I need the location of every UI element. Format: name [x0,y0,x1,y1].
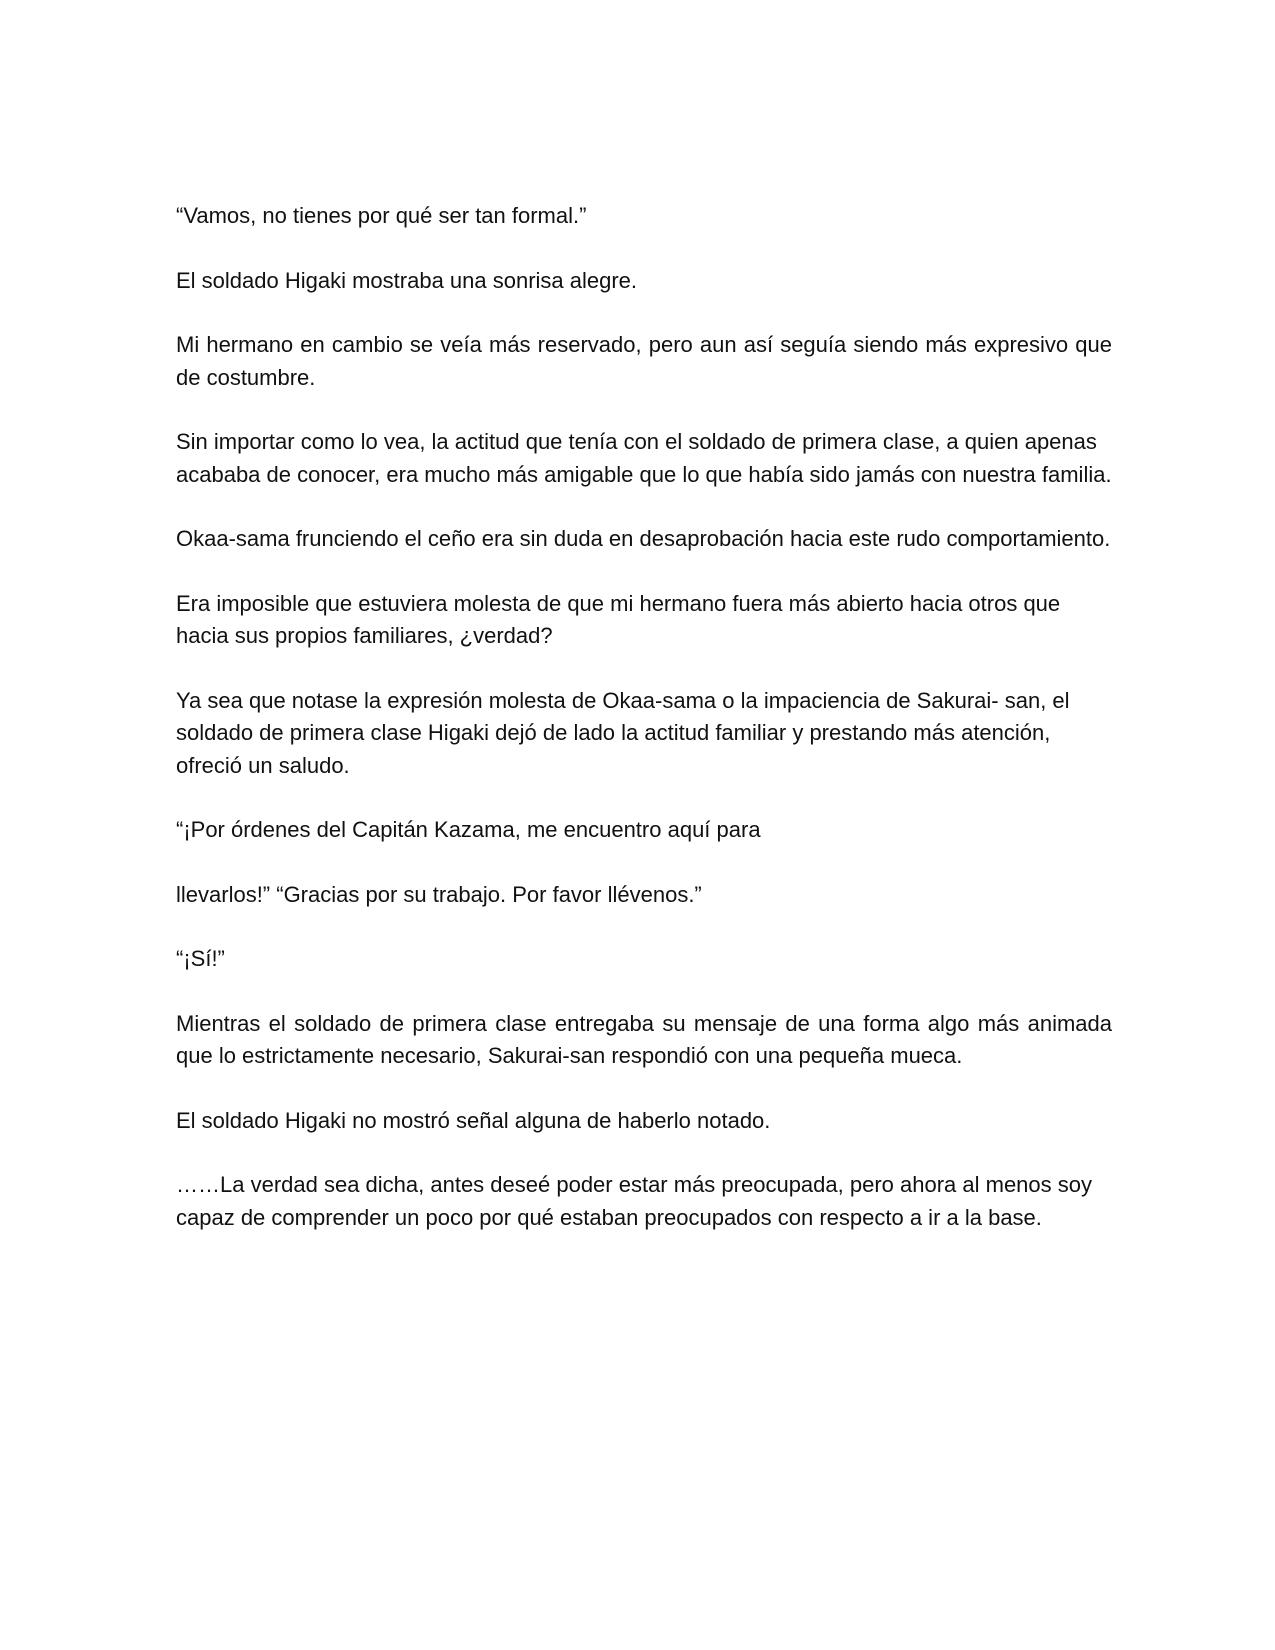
paragraph: Okaa-sama frunciendo el ceño era sin duda en desaprobación hacia este rudo comportamiento. [176,526,1111,551]
paragraph: llevarlos!” “Gracias por su trabajo. Por favor llévenos.” [176,881,702,907]
paragraph: “¡Sí!” [176,946,225,971]
paragraph: “Vamos, no tienes por qué ser tan formal.” [176,203,587,228]
paragraph: Mi hermano en cambio se veía más reservado, pero aun así seguía siendo más expresivo que de costumbre. [176,332,1112,390]
paragraph: Mientras el soldado de primera clase entregaba su mensaje de una forma algo más animada que lo estrictamente necesario, Sakurai-san respondió con una pequeña mueca. [176,1010,1112,1068]
paragraph: “¡Por órdenes del Capitán Kazama, me encuentro aquí para [176,817,761,842]
paragraph: Ya sea que notase la expresión molesta de Okaa-sama o la impaciencia de Sakurai- san, el soldado de primera clase Higaki dejó de lado la actitud familiar y prestando más atención, ofreció un saludo. [176,687,1070,778]
document-body [176,200,1112,1266]
paragraph: El soldado Higaki no mostró señal alguna de haberlo notado. [176,1107,771,1133]
paragraph: Sin importar como lo vea, la actitud que tenía con el soldado de primera clase, a quien apenas acababa de conocer, era mucho más amigable que lo que había sido jamás con nuestra familia. [176,429,1112,487]
paragraph: Era imposible que estuviera molesta de que mi hermano fuera más abierto hacia otros que hacia sus propios familiares, ¿verdad? [176,590,1061,648]
paragraph: El soldado Higaki mostraba una sonrisa alegre. [176,267,638,293]
paragraph: ……La verdad sea dicha, antes deseé poder estar más preocupada, pero ahora al menos soy capaz de comprender un poco por qué estaban preocupados con respecto a ir a la base. [176,1172,1092,1230]
